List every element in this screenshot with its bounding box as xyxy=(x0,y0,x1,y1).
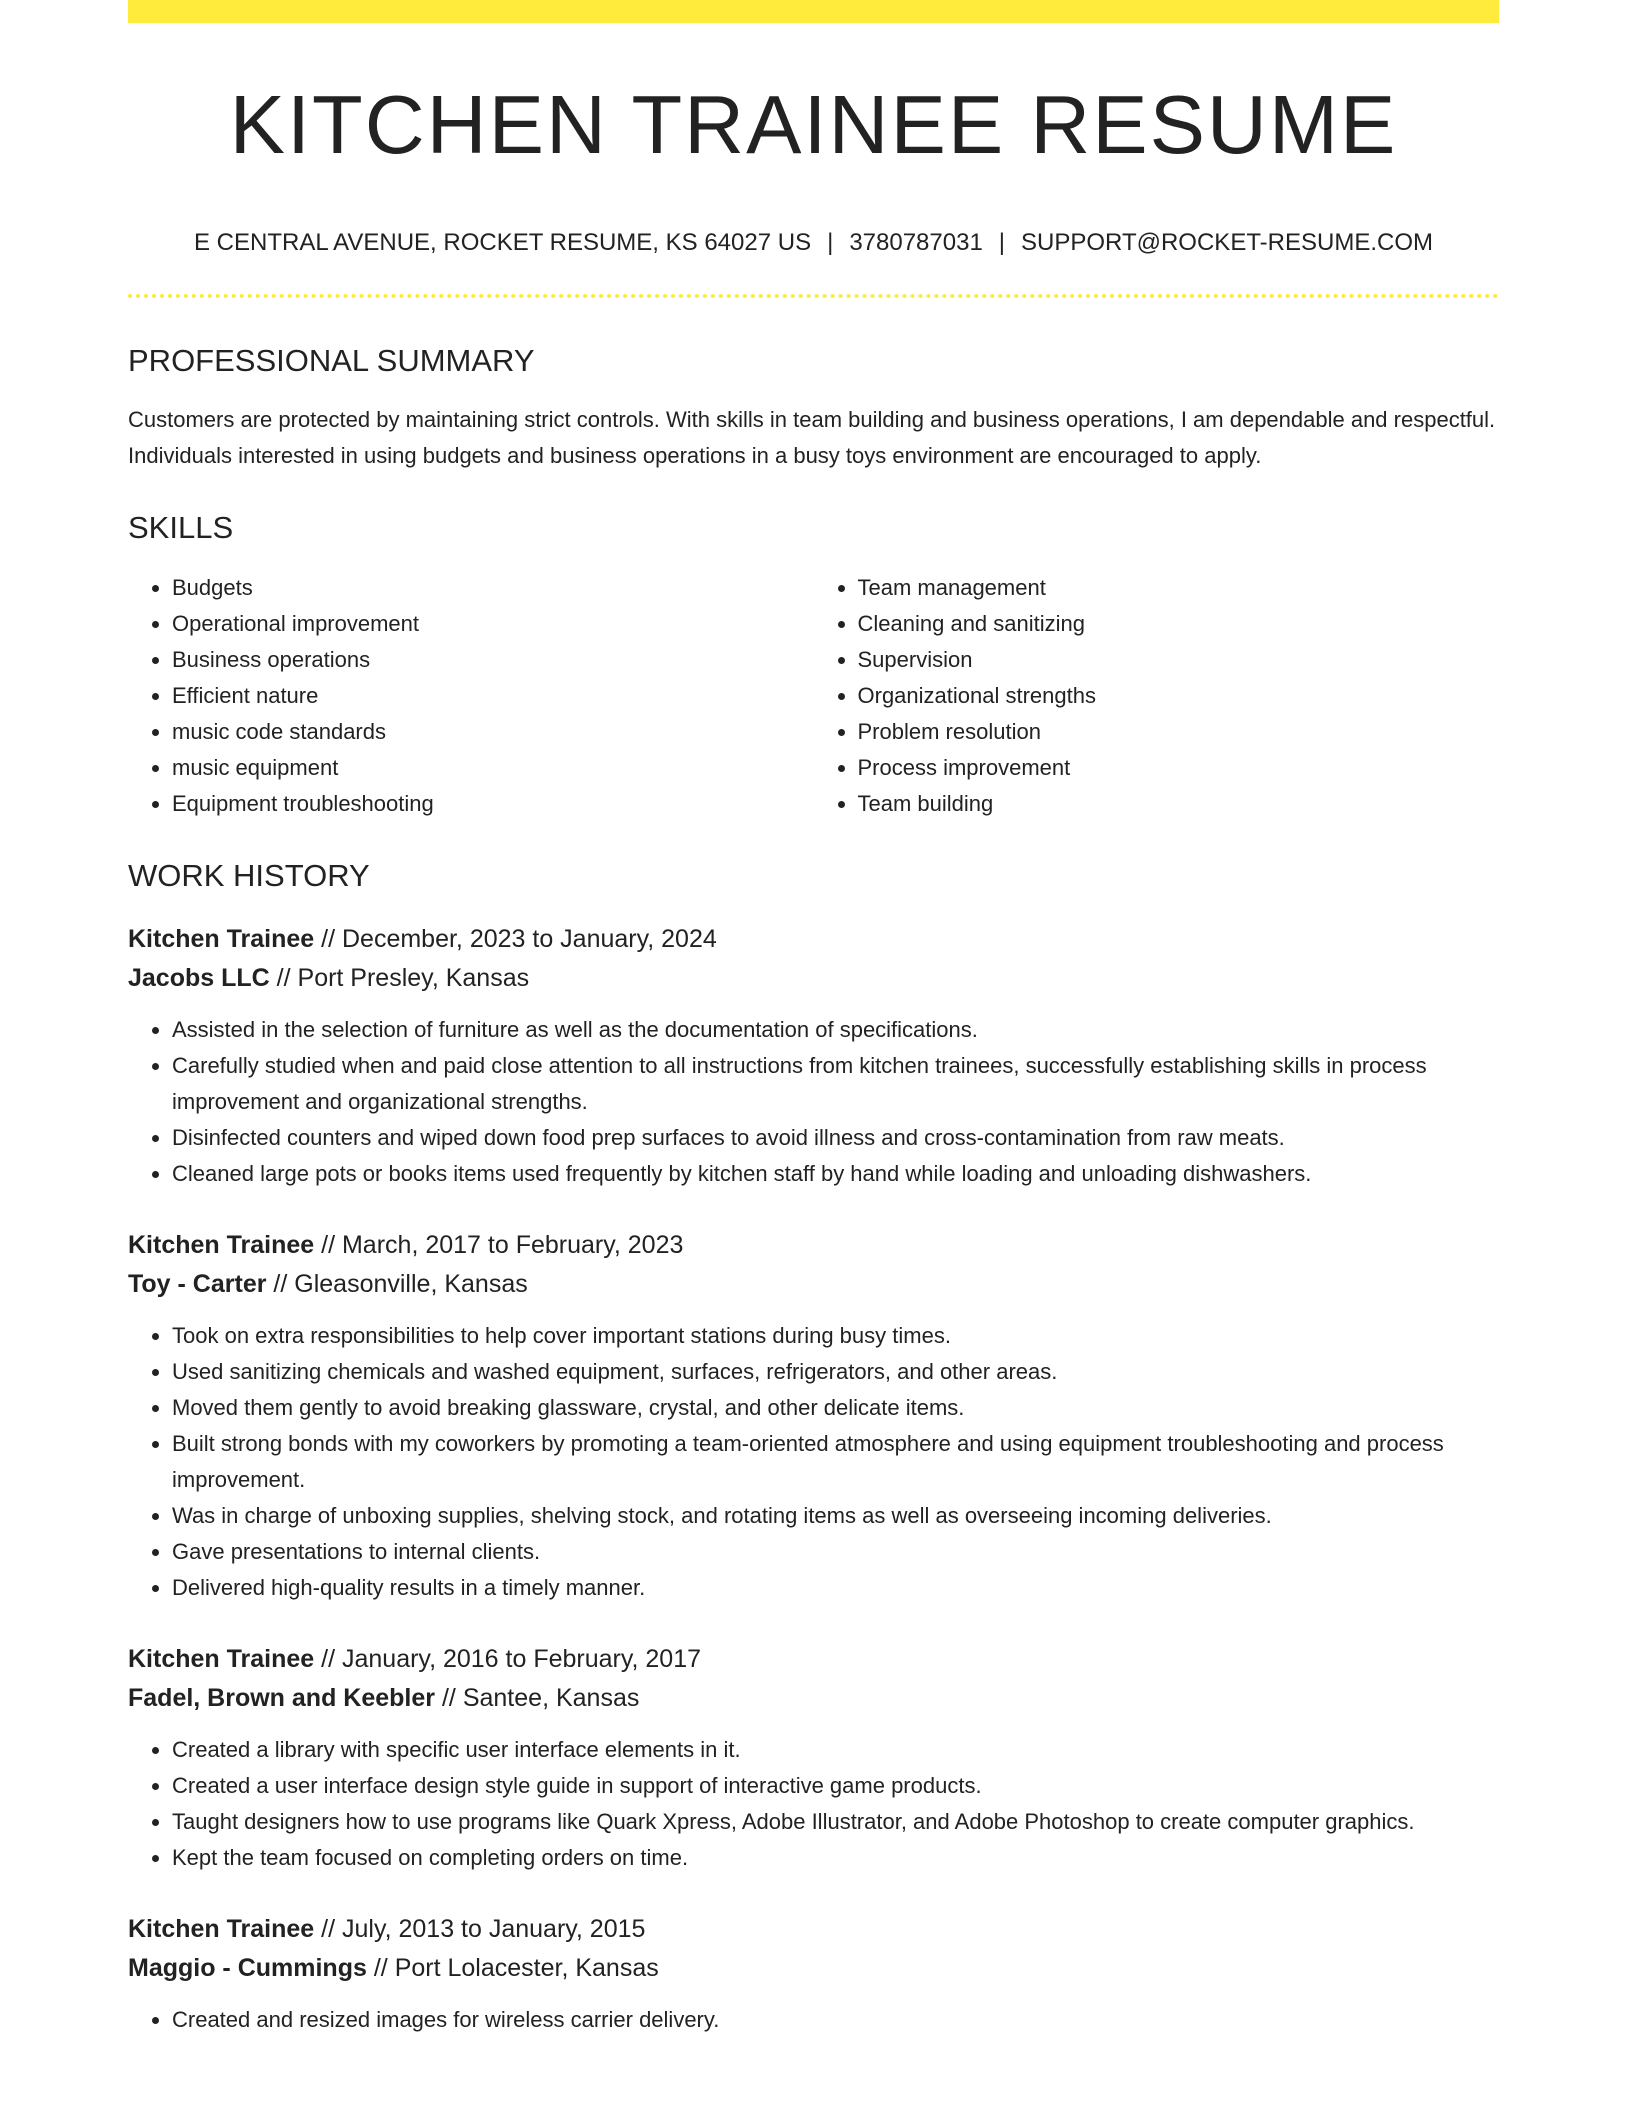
job-divider: // xyxy=(321,925,336,954)
job-bullet: • Carefully studied when and paid close attention to all instructions from kitchen trainees, successfully establishing skills in process improvement and organizational strengths. xyxy=(172,1048,1499,1120)
skills-heading: SKILLS xyxy=(128,510,234,546)
top-accent-bar xyxy=(128,0,1499,23)
job-entry xyxy=(128,1226,1499,1606)
job-dates: July, 2013 to January, 2015 xyxy=(341,1915,646,1944)
skills-list xyxy=(128,570,1499,822)
skill-item: • Operational improvement xyxy=(172,606,814,642)
job-title: Kitchen Trainee xyxy=(128,1645,315,1674)
job-company-line xyxy=(128,1265,1499,1304)
job-location: Port Lolacester, Kansas xyxy=(394,1954,659,1983)
skill-item: • Process improvement xyxy=(858,750,1500,786)
contact-phone: 3780787031 xyxy=(849,229,983,256)
contact-email: SUPPORT@ROCKET-RESUME.COM xyxy=(1021,229,1433,256)
job-title: Kitchen Trainee xyxy=(128,925,315,954)
job-bullet: • Created a library with specific user interface elements in it. xyxy=(172,1732,1499,1768)
job-entry xyxy=(128,920,1499,1192)
job-location: Santee, Kansas xyxy=(462,1684,640,1713)
header-divider xyxy=(128,294,1499,298)
skill-item: • Budgets xyxy=(172,570,814,606)
contact-separator: | xyxy=(998,229,1006,256)
job-bullet: • Was in charge of unboxing supplies, shelving stock, and rotating items as well as overseeing incoming deliveries. xyxy=(172,1498,1499,1534)
skill-item: • music code standards xyxy=(172,714,814,750)
skills-column-left xyxy=(128,570,814,822)
skill-item: • Equipment troubleshooting xyxy=(172,786,814,822)
summary-text: Customers are protected by maintaining strict controls. With skills in team building and business operations, I am dependable and respectful. Individuals interested in using budgets and business operations in a busy toys environment are encouraged to apply. xyxy=(128,407,1496,469)
job-title-line xyxy=(128,1640,1499,1679)
job-bullet: • Delivered high-quality results in a timely manner. xyxy=(172,1570,1499,1606)
job-bullet: • Disinfected counters and wiped down food prep surfaces to avoid illness and cross-contamination from raw meats. xyxy=(172,1120,1499,1156)
job-divider: // xyxy=(321,1231,336,1260)
skill-item: • music equipment xyxy=(172,750,814,786)
job-company: Toy - Carter xyxy=(128,1270,267,1299)
job-location: Gleasonville, Kansas xyxy=(294,1270,528,1299)
skill-item: • Efficient nature xyxy=(172,678,814,714)
job-divider: // xyxy=(276,964,291,993)
job-divider: // xyxy=(441,1684,456,1713)
job-title-line xyxy=(128,1226,1499,1265)
contact-line xyxy=(128,230,1499,256)
job-bullet: • Created a user interface design style guide in support of interactive game products. xyxy=(172,1768,1499,1804)
job-divider: // xyxy=(273,1270,288,1299)
resume-page xyxy=(128,0,1499,2112)
contact-address: E CENTRAL AVENUE, ROCKET RESUME, KS 64027 US xyxy=(193,229,812,256)
job-dates: December, 2023 to January, 2024 xyxy=(341,925,717,954)
skill-item: • Problem resolution xyxy=(858,714,1500,750)
job-bullet: • Gave presentations to internal clients. xyxy=(172,1534,1499,1570)
job-title-line xyxy=(128,920,1499,959)
job-divider: // xyxy=(373,1954,388,1983)
job-bullets xyxy=(128,1318,1499,1606)
job-dates: January, 2016 to February, 2017 xyxy=(341,1645,702,1674)
job-bullet: • Cleaned large pots or books items used frequently by kitchen staff by hand while loading and unloading dishwashers. xyxy=(172,1156,1499,1192)
skills-column-right xyxy=(814,570,1500,822)
skill-item: • Team management xyxy=(858,570,1500,606)
job-dates: March, 2017 to February, 2023 xyxy=(341,1231,684,1260)
work-history-heading: WORK HISTORY xyxy=(128,858,370,894)
job-company-line xyxy=(128,1679,1499,1718)
job-company: Maggio - Cummings xyxy=(128,1954,367,1983)
job-bullet: • Built strong bonds with my coworkers by promoting a team-oriented atmosphere and using equipment troubleshooting and process improvement. xyxy=(172,1426,1499,1498)
resume-title: KITCHEN TRAINEE RESUME xyxy=(229,78,1398,171)
skill-item: • Business operations xyxy=(172,642,814,678)
job-company: Jacobs LLC xyxy=(128,964,270,993)
job-bullet: • Assisted in the selection of furniture as well as the documentation of specifications. xyxy=(172,1012,1499,1048)
job-bullet: • Created and resized images for wireless carrier delivery. xyxy=(172,2002,1499,2038)
job-bullet: • Moved them gently to avoid breaking glassware, crystal, and other delicate items. xyxy=(172,1390,1499,1426)
skill-item: • Team building xyxy=(858,786,1500,822)
job-bullets xyxy=(128,1732,1499,1876)
skill-item: • Organizational strengths xyxy=(858,678,1500,714)
skill-item: • Supervision xyxy=(858,642,1500,678)
job-entry xyxy=(128,1910,1499,2038)
skill-item: • Cleaning and sanitizing xyxy=(858,606,1500,642)
job-bullets xyxy=(128,2002,1499,2038)
job-bullet: • Used sanitizing chemicals and washed equipment, surfaces, refrigerators, and other areas. xyxy=(172,1354,1499,1390)
job-bullet: • Kept the team focused on completing orders on time. xyxy=(172,1840,1499,1876)
job-entry xyxy=(128,1640,1499,1876)
contact-separator: | xyxy=(827,229,834,256)
job-title: Kitchen Trainee xyxy=(128,1231,315,1260)
job-bullet: • Taught designers how to use programs like Quark Xpress, Adobe Illustrator, and Adobe Photoshop to create computer graphics. xyxy=(172,1804,1499,1840)
job-bullets xyxy=(128,1012,1499,1192)
job-company-line xyxy=(128,1949,1499,1988)
job-company-line xyxy=(128,959,1499,998)
job-bullet: • Took on extra responsibilities to help cover important stations during busy times. xyxy=(172,1318,1499,1354)
job-divider: // xyxy=(321,1645,336,1674)
job-company: Fadel, Brown and Keebler xyxy=(128,1684,436,1713)
job-title: Kitchen Trainee xyxy=(128,1915,315,1944)
job-title-line xyxy=(128,1910,1499,1949)
summary-heading: PROFESSIONAL SUMMARY xyxy=(128,343,535,379)
job-location: Port Presley, Kansas xyxy=(297,964,530,993)
job-divider: // xyxy=(321,1915,336,1944)
